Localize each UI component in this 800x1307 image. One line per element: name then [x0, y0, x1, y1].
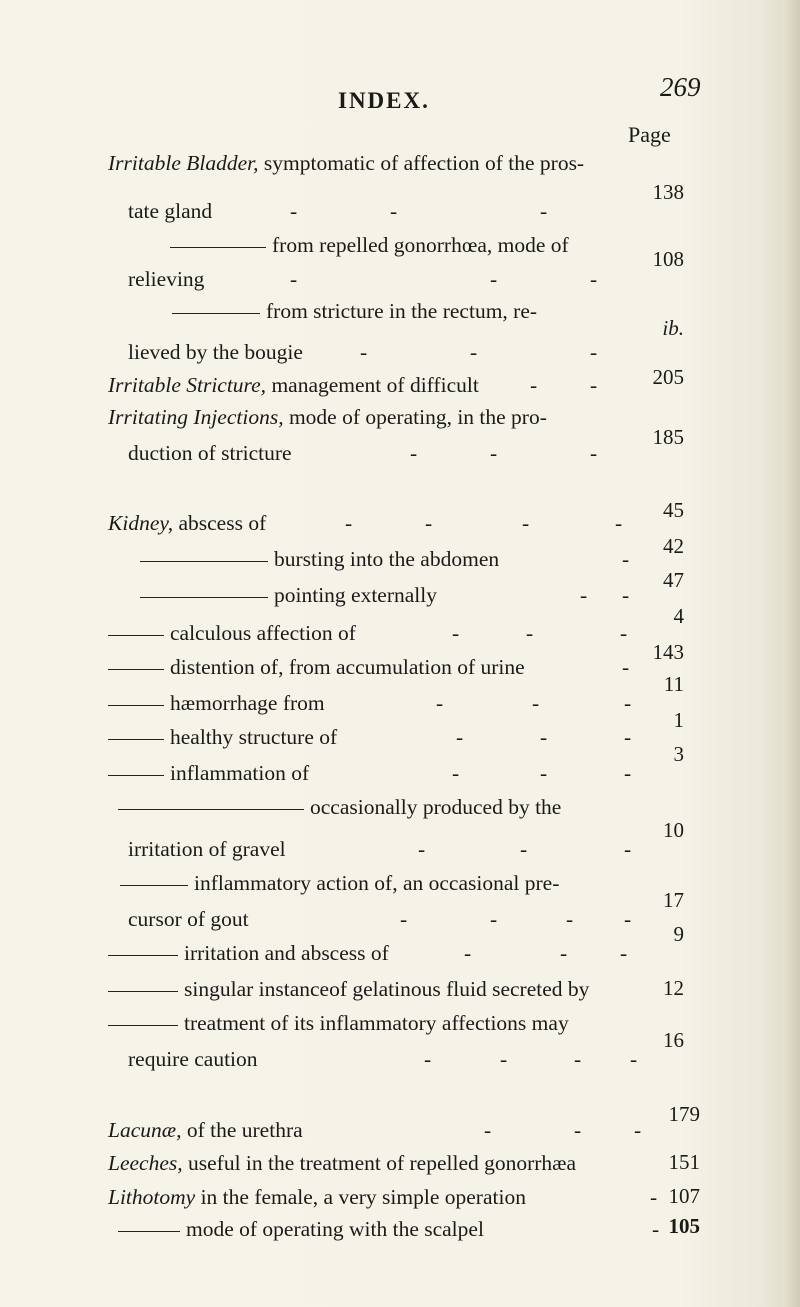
index-entry: Irritable Stricture, management of difficult - -	[108, 373, 598, 397]
entry-text: require caution	[128, 1047, 258, 1071]
page-column-label: Page	[628, 122, 671, 147]
entry-text: from stricture in the rectum, re-	[266, 299, 538, 323]
ditto-rule	[140, 561, 268, 562]
entry-text: pointing externally	[274, 583, 438, 607]
entry-headword: Lithotomy	[108, 1185, 196, 1209]
index-entry-continuation: irritation of gravel - - -	[128, 837, 632, 861]
entry-text: inflammation of	[170, 761, 310, 785]
entry-page-ref: 138	[652, 180, 684, 204]
entry-headword: Irritating Injections,	[108, 405, 284, 429]
entry-page-ref: 179	[668, 1102, 700, 1126]
index-entry-sub: irritation and abscess of - - -	[0, 940, 800, 966]
entry-text: from repelled gonorrhœa, mode of	[272, 233, 569, 257]
entry-page-ref: 42	[663, 534, 684, 558]
index-entry: Lacunæ, of the urethra - - -	[108, 1118, 642, 1142]
entry-text: duction of stricture	[128, 441, 292, 465]
index-entry-sub	[0, 794, 800, 820]
entry-headword: Lacunæ,	[108, 1118, 182, 1142]
index-entry-sub: distention of, from accumulation of urine -	[0, 654, 800, 680]
index-entry-sub: calculous affection of - - -	[0, 620, 800, 646]
entry-page-ref: 11	[663, 672, 684, 696]
entry-text: irritation and abscess of	[184, 941, 389, 965]
entry-text: calculous affection of	[170, 621, 356, 645]
entry-text: healthy structure of	[170, 725, 338, 749]
page-number: 269	[660, 72, 701, 102]
entry-text: useful in the treatment of repelled gonorrhæa	[188, 1151, 577, 1175]
entry-page-ref: 205	[652, 365, 684, 389]
index-entry: Lithotomy in the female, a very simple operation -	[108, 1185, 658, 1209]
entry-text: tate gland	[128, 199, 213, 223]
index-entry-sub: bursting into the abdomen -	[0, 546, 800, 572]
index-entry-sub: inflammation of - - -	[0, 760, 800, 786]
entry-page-ref: 3	[673, 742, 684, 766]
index-entry	[0, 150, 800, 176]
entry-page-ref: ib.	[662, 316, 684, 340]
ditto-rule	[108, 1025, 178, 1026]
ditto-rule	[118, 809, 304, 810]
ditto-rule	[120, 885, 188, 886]
entry-text: hæmorrhage from	[170, 691, 325, 715]
entry-headword: Irritable Stricture,	[108, 373, 267, 397]
index-entry: Kidney, abscess of - - - -	[108, 511, 623, 535]
running-head: INDEX.	[338, 88, 430, 113]
entry-headword: Kidney,	[108, 511, 174, 535]
ditto-rule	[108, 635, 164, 636]
entry-text: in the female, a very simple operation	[200, 1185, 526, 1209]
entry-text: singular instanceof gelatinous fluid secreted by	[184, 977, 590, 1001]
entry-text: inflammatory action of, an occasional pre-	[194, 871, 560, 895]
entry-page-ref: 1	[673, 708, 684, 732]
entry-text: mode of operating, in the pro-	[288, 405, 547, 429]
entry-page-ref: 105	[668, 1214, 700, 1238]
index-entry-sub: healthy structure of - - -	[0, 724, 800, 750]
entry-page-ref: 151	[668, 1150, 700, 1174]
entry-page-ref: 45	[663, 498, 684, 522]
entry-text: symptomatic of affection of the pros-	[263, 151, 585, 175]
entry-text: management of difficult	[271, 373, 479, 397]
index-entry-sub: pointing externally - -	[0, 582, 800, 608]
index-entry-continuation: lieved by the bougie - - -	[128, 340, 598, 364]
ditto-rule	[140, 597, 268, 598]
index-entry-sub: mode of operating with the scalpel -	[0, 1216, 800, 1242]
index-entry-continuation: tate gland - - -	[128, 199, 548, 223]
entry-text: relieving	[128, 267, 205, 291]
entry-text: mode of operating with the scalpel	[186, 1217, 484, 1241]
entry-text: treatment of its inflammatory affections may	[184, 1011, 569, 1035]
entry-page-ref: 10	[663, 818, 684, 842]
entry-headword: Irritable Bladder,	[108, 151, 259, 175]
entry-headword: Leeches,	[108, 1151, 183, 1175]
index-entry-sub: hæmorrhage from - - -	[0, 690, 800, 716]
ditto-rule	[108, 669, 164, 670]
ditto-rule	[108, 775, 164, 776]
entry-page-ref: 16	[663, 1028, 684, 1052]
entry-page-ref: 47	[663, 568, 684, 592]
entry-text: bursting into the abdomen	[274, 547, 500, 571]
entry-text: of the urethra	[186, 1118, 303, 1142]
ditto-rule	[108, 955, 178, 956]
ditto-rule	[108, 705, 164, 706]
entry-page-ref: 4	[673, 604, 684, 628]
entry-page-ref: 107	[668, 1184, 700, 1208]
entry-text: cursor of gout	[128, 907, 249, 931]
entry-text: lieved by the bougie	[128, 340, 303, 364]
entry-text: abscess of	[178, 511, 267, 535]
index-entry-continuation: require caution - - - -	[128, 1047, 638, 1071]
entry-text: distention of, from accumulation of urine	[170, 655, 525, 679]
entry-page-ref: 17	[663, 888, 684, 912]
entry-page-ref: 143	[652, 640, 684, 664]
index-entry-continuation: relieving - - -	[128, 267, 598, 291]
entry-page-ref: 108	[652, 247, 684, 271]
entry-page-ref: 9	[673, 922, 684, 946]
entry-text: occasionally produced by the	[310, 795, 562, 819]
ditto-rule	[172, 313, 260, 314]
entry-page-ref: 12	[663, 976, 684, 1000]
index-entry-continuation: cursor of gout - - - -	[128, 907, 632, 931]
entry-page-ref: 185	[652, 425, 684, 449]
index-entry-continuation: duction of stricture - - -	[128, 441, 598, 465]
entry-text: irritation of gravel	[128, 837, 286, 861]
ditto-rule	[108, 739, 164, 740]
